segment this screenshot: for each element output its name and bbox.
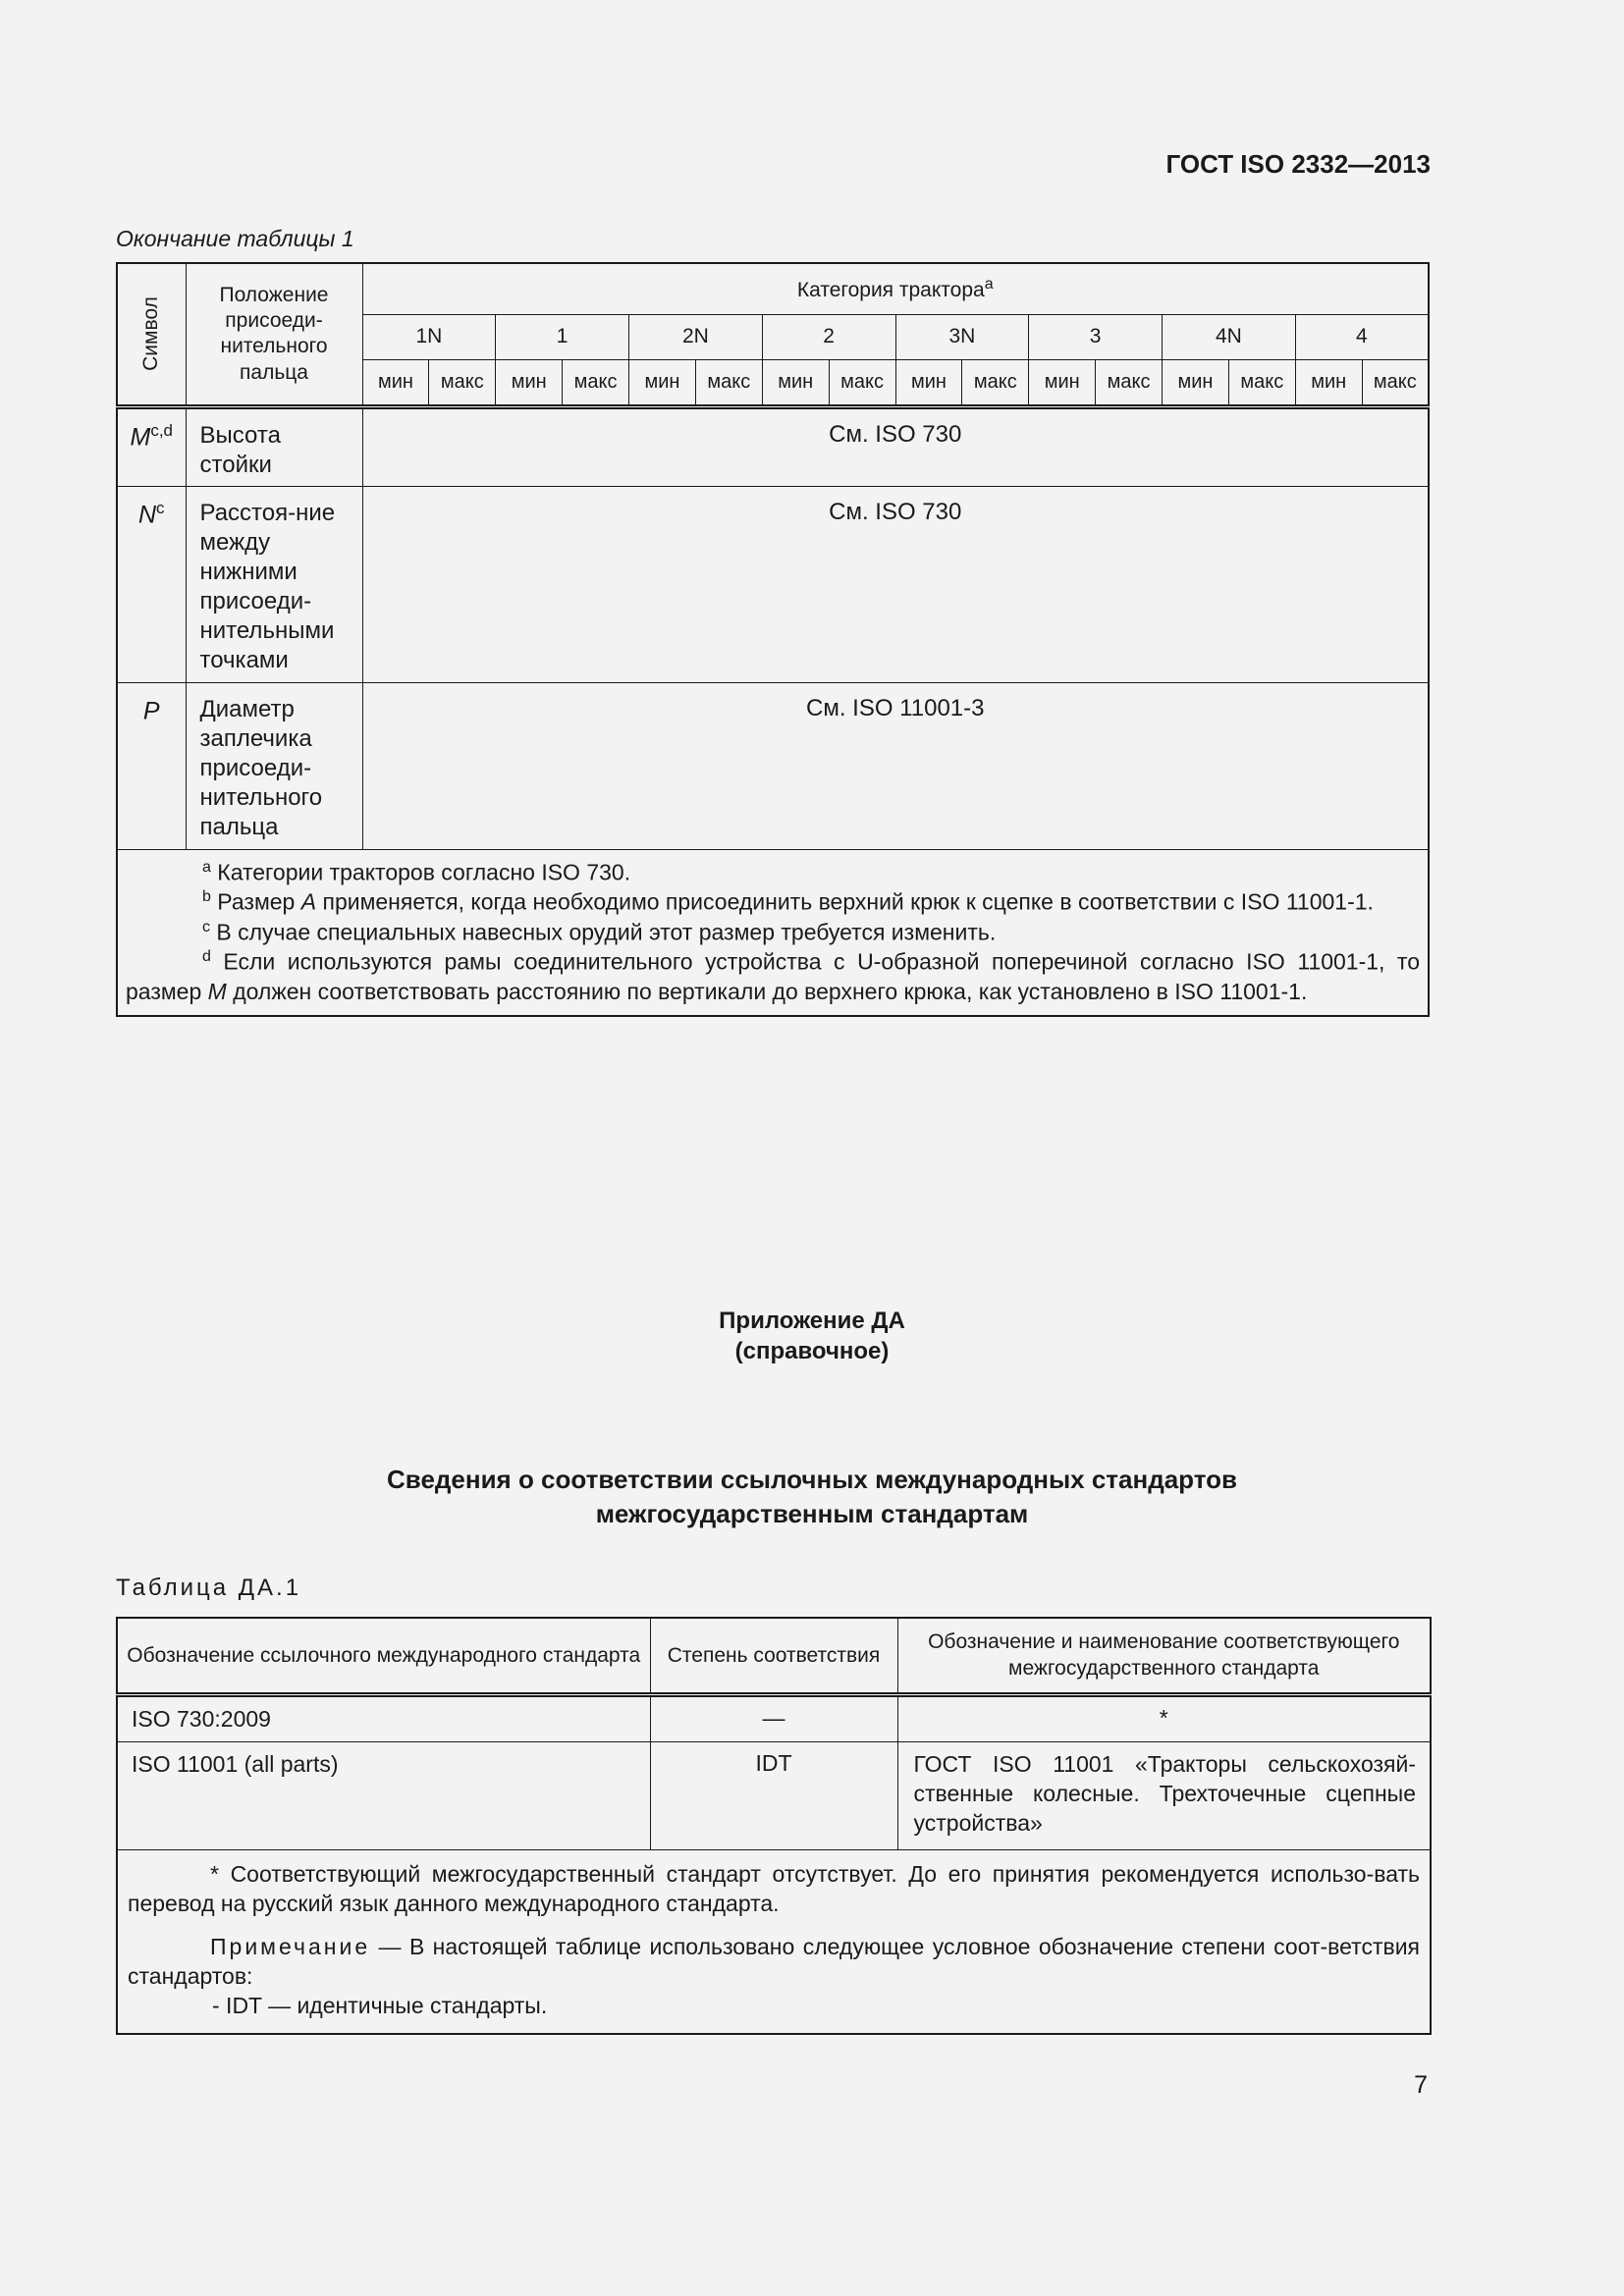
header-ref-standard: Обозначение ссылочного международного стандарта [117, 1618, 650, 1694]
row-position: Расстоя-ние между нижними присоеди-нительными точками [186, 486, 362, 682]
min-label: мин [762, 359, 829, 406]
max-label: макс [563, 359, 629, 406]
category-3: 3 [1029, 314, 1163, 359]
max-label: макс [829, 359, 895, 406]
row-ref: ISO 730:2009 [117, 1694, 650, 1742]
appendix-title: Приложение ДА [719, 1308, 905, 1334]
table-row [117, 1742, 1431, 1850]
table2 [116, 1617, 1432, 2035]
star-note: * Соответствующий межгосударственный стандарт отсутствует. До его принятия рекомендуется использо-вать перевод на русский язык данного международного стандарта. [128, 1861, 1420, 1917]
row-degree: IDT [650, 1742, 897, 1850]
max-label: макс [1362, 359, 1429, 406]
min-label: мин [362, 359, 429, 406]
page-number: 7 [1414, 2071, 1428, 2099]
table-row [117, 1694, 1431, 1742]
note-item: - IDT — идентичные стандарты. [212, 1993, 548, 2019]
min-label: мин [496, 359, 563, 406]
note: Примечание — В настоящей таблице использовано следующее условное обозначение степени соот-ветствия стандартов: [128, 1934, 1420, 1990]
max-label: макс [1228, 359, 1295, 406]
category-1: 1 [496, 314, 629, 359]
max-label: макс [695, 359, 762, 406]
category-1N: 1N [362, 314, 496, 359]
header-position: Положение присоеди-нительного пальца [186, 263, 362, 406]
table-row [117, 682, 1429, 849]
header-national-standard: Обозначение и наименование соответствующего межгосударственного стандарта [897, 1618, 1431, 1694]
header-symbol: Символ [117, 263, 186, 406]
category-2: 2 [762, 314, 895, 359]
min-label: мин [1029, 359, 1096, 406]
category-4N: 4N [1163, 314, 1296, 359]
category-3N: 3N [895, 314, 1029, 359]
table1-caption: Окончание таблицы 1 [116, 226, 354, 251]
min-label: мин [1295, 359, 1362, 406]
table1-footnotes: $^a$ Категории тракторов согласно ISO 730. $^b$ Размер A применяется, когда необходимо присоединить верхний крюк к сцепке в соответствии с ISO 11001-1. $^c$ В случае специальных навесных орудий этот размер требуется изменить. $^d$ Если используются рамы соединительного устройства с U-образной поперечиной согласно ISO 11001-1, то размер M должен соответствовать расстоянию по вертикали до верхнего крюка, как установлено в ISO 11001-1. [117, 849, 1429, 1016]
max-label: макс [962, 359, 1029, 406]
table-row [117, 406, 1429, 486]
row-ref: ISO 11001 (all parts) [117, 1742, 650, 1850]
row-degree: — [650, 1694, 897, 1742]
row-national: ГОСТ ISO 11001 «Тракторы сельскохозяй-ственные колесные. Трехточечные сцепные устройства» [897, 1742, 1431, 1850]
row-position: Высота стойки [186, 406, 362, 486]
min-label: мин [1163, 359, 1229, 406]
max-label: макс [429, 359, 496, 406]
appendix-subtitle: (справочное) [734, 1338, 890, 1364]
document-code: ГОСТ ISO 2332—2013 [1165, 149, 1431, 179]
header-category: Категория трактора$^a$ [362, 263, 1429, 314]
row-symbol: P [117, 682, 186, 849]
appendix-heading-line1: Сведения о соответствии ссылочных международных стандартов [387, 1465, 1237, 1494]
appendix-heading-line2: межгосударственным стандартам [595, 1499, 1029, 1528]
table-row [117, 486, 1429, 682]
row-symbol: M$^{c,d}$ [117, 406, 186, 486]
min-label: мин [629, 359, 696, 406]
table2-caption: Таблица ДА.1 [116, 1575, 302, 1601]
table2-notes [117, 1850, 1431, 2034]
table1 [116, 262, 1430, 1017]
header-degree: Степень соответствия [650, 1618, 897, 1694]
row-reference: См. ISO 730 [362, 406, 1429, 486]
category-4: 4 [1295, 314, 1429, 359]
row-position: Диаметр заплечика присоеди-нительного пальца [186, 682, 362, 849]
row-symbol: $N^c$ [117, 486, 186, 682]
min-label: мин [895, 359, 962, 406]
max-label: макс [1096, 359, 1163, 406]
row-reference: См. ISO 11001-3 [362, 682, 1429, 849]
row-reference: См. ISO 730 [362, 486, 1429, 682]
row-national: * [897, 1694, 1431, 1742]
category-2N: 2N [629, 314, 763, 359]
